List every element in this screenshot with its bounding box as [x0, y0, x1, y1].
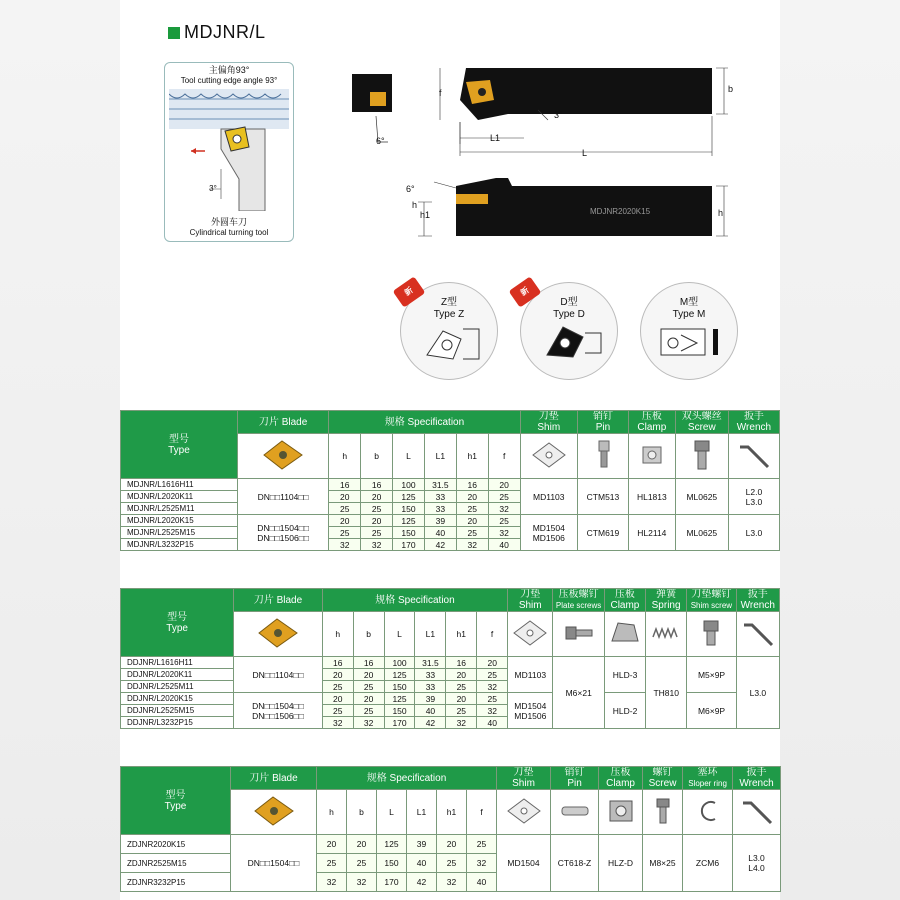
- spec-cell: 25: [488, 491, 520, 503]
- mdjnr-spec-table: [120, 410, 780, 479]
- t1-spec-b: b: [361, 434, 393, 479]
- zdjnr-rows: [120, 834, 781, 892]
- t3-shim-header: 刀垫 Shim: [497, 767, 551, 790]
- zdjnr-spec-table: [120, 766, 781, 835]
- type-m-cn: M型: [679, 297, 699, 308]
- spec-cell: 20: [456, 491, 488, 503]
- table-row: [121, 515, 780, 527]
- spec-cell: 33: [415, 669, 446, 681]
- spring-cell: TH810: [646, 657, 687, 729]
- spec-cell: 20: [322, 669, 353, 681]
- spec-cell: 42: [415, 717, 446, 729]
- spec-cell: 40: [407, 854, 437, 873]
- model-cell: DDJNR/L2020K11: [121, 669, 234, 681]
- wrench-cell: L3.0: [736, 657, 779, 729]
- plate-screw-cell: M6×21: [553, 657, 604, 729]
- spec-cell: 25: [456, 527, 488, 539]
- t3-pin-img: [551, 790, 599, 835]
- pin-cell: CT618-Z: [551, 835, 599, 892]
- spec-cell: 20: [477, 657, 508, 669]
- screw-cell: ML0625: [675, 479, 728, 515]
- model-cell: DDJNR/L2525M11: [121, 681, 234, 693]
- t2-spring-img: [646, 612, 687, 657]
- spec-cell: 32: [488, 527, 520, 539]
- table-row: [121, 657, 780, 669]
- type-m-en: Type M: [672, 309, 706, 320]
- screw-cell: M8×25: [643, 835, 683, 892]
- t2-shim-screw-header: 刀垫螺钉 Shim screw: [687, 589, 736, 612]
- spec-cell: 20: [361, 491, 393, 503]
- t1-spec-f: f: [488, 434, 520, 479]
- dim-h1: h1: [420, 210, 431, 220]
- t1-spec-h: h: [329, 434, 361, 479]
- t2-blade-img: [234, 612, 323, 657]
- t2-spec-header: 规格 Specification: [322, 589, 507, 612]
- t3-shim-img: [497, 790, 551, 835]
- t2-spec-h1: h1: [446, 612, 477, 657]
- clamp-cell: HLD-3: [604, 657, 645, 693]
- blade-cell: DN□□1504□□ DN□□1506□□: [237, 515, 328, 551]
- model-cell: MDJNR/L2525M11: [121, 503, 238, 515]
- t1-type-header: 型号 Type: [121, 411, 238, 479]
- t2-wrench-img: [736, 612, 779, 657]
- blade-dn-icon: [251, 793, 297, 829]
- spec-cell: 25: [361, 503, 393, 515]
- blade-cell: DN□□1104□□: [234, 657, 323, 693]
- spec-cell: 39: [407, 835, 437, 854]
- t2-spec-L1: L1: [415, 612, 446, 657]
- t3-screw-header: 螺钉 Screw: [643, 767, 683, 790]
- spec-cell: 20: [317, 835, 347, 854]
- t1-clamp-img: [628, 434, 675, 479]
- type-m-icon: [657, 323, 725, 359]
- spec-cell: 125: [384, 693, 415, 705]
- blade-cell: DN□□1504□□: [231, 835, 317, 892]
- dim-b: b: [728, 84, 734, 94]
- right-margin: [780, 0, 900, 900]
- table-row: [121, 479, 780, 491]
- t1-pin-header: 销钉 Pin: [577, 411, 628, 434]
- t1-blade-header: 刀片 Blade: [237, 411, 328, 434]
- catalog-page: [120, 0, 780, 900]
- t1-shim-header: 刀垫 Shim: [520, 411, 577, 434]
- spec-cell: 20: [437, 835, 467, 854]
- clamp-icon: [637, 439, 667, 471]
- spec-cell: 25: [446, 705, 477, 717]
- spec-cell: 16: [446, 657, 477, 669]
- ddjnr-rows: [120, 656, 780, 729]
- spec-cell: 170: [384, 717, 415, 729]
- toolholder-drawing: [348, 60, 768, 250]
- spec-cell: 32: [456, 539, 488, 551]
- spec-cell: 20: [347, 835, 377, 854]
- spec-cell: 32: [488, 503, 520, 515]
- angle-3: 3°: [554, 110, 563, 120]
- spring-icon: [649, 617, 683, 649]
- model-cell: MDJNR/L3232P15: [121, 539, 238, 551]
- spec-cell: 25: [329, 527, 361, 539]
- spec-cell: 150: [393, 527, 425, 539]
- spec-cell: 20: [361, 515, 393, 527]
- blade-cell: DN□□1104□□: [237, 479, 328, 515]
- t3-wrench-header: 扳手 Wrench: [733, 767, 781, 790]
- angle-6-side: 6°: [406, 184, 415, 194]
- t3-sloper-header: 塞环 Sloper ring: [683, 767, 733, 790]
- wrench-icon: [739, 795, 775, 827]
- pin-cell: CTM619: [577, 515, 628, 551]
- spec-cell: 39: [424, 515, 456, 527]
- spec-cell: 25: [317, 854, 347, 873]
- cylindrical-turning-inset: [164, 62, 294, 242]
- t1-clamp-header: 压板 Clamp: [628, 411, 675, 434]
- t3-clamp-header: 压板 Clamp: [599, 767, 643, 790]
- spec-cell: 32: [477, 705, 508, 717]
- spec-cell: 100: [384, 657, 415, 669]
- spec-cell: 32: [353, 717, 384, 729]
- model-cell: MDJNR/L2020K11: [121, 491, 238, 503]
- spec-cell: 100: [393, 479, 425, 491]
- blade-dn-icon: [260, 437, 306, 473]
- shim-icon: [504, 795, 544, 827]
- spec-cell: 32: [322, 717, 353, 729]
- t3-spec-header: 规格 Specification: [317, 767, 497, 790]
- t2-plate-screw-header: 压板螺钉 Plate screws: [553, 589, 604, 612]
- wrench-icon: [736, 439, 772, 471]
- t1-pin-img: [577, 434, 628, 479]
- spec-cell: 16: [456, 479, 488, 491]
- ddjnr-spec-table: [120, 588, 780, 657]
- clamp-cell: HL2114: [628, 515, 675, 551]
- shim-cell: MD1504 MD1506: [520, 515, 577, 551]
- new-badge-z: 新: [393, 276, 426, 307]
- t2-clamp-header: 压板 Clamp: [604, 589, 645, 612]
- title-marker-icon: [168, 27, 180, 39]
- model-cell: DDJNR/L1616H11: [121, 657, 234, 669]
- spec-cell: 16: [329, 479, 361, 491]
- inset-angle-3: 3°: [209, 184, 217, 193]
- clamp-icon: [604, 795, 638, 827]
- shim-cell: MD1504 MD1506: [508, 693, 553, 729]
- t3-type-header: 型号 Type: [121, 767, 231, 835]
- spec-cell: 31.5: [424, 479, 456, 491]
- spec-cell: 25: [488, 515, 520, 527]
- t2-plate-screw-img: [553, 612, 604, 657]
- spec-cell: 40: [415, 705, 446, 717]
- inset-bottom-en: Cylindrical turning tool: [189, 228, 269, 237]
- spec-cell: 32: [317, 873, 347, 892]
- spec-cell: 25: [456, 503, 488, 515]
- screw-icon: [687, 439, 717, 471]
- spec-cell: 25: [477, 693, 508, 705]
- spec-cell: 32: [477, 681, 508, 693]
- t3-spec-b: b: [347, 790, 377, 835]
- shim-cell: MD1103: [508, 657, 553, 693]
- t2-shim-header: 刀垫 Shim: [508, 589, 553, 612]
- spec-cell: 40: [467, 873, 497, 892]
- shim-cell: MD1504: [497, 835, 551, 892]
- t2-shim-img: [508, 612, 553, 657]
- inset-top-en: Tool cutting edge angle 93°: [180, 76, 278, 85]
- type-d-icon: [543, 323, 603, 359]
- t2-clamp-img: [604, 612, 645, 657]
- t2-blade-header: 刀片 Blade: [234, 589, 323, 612]
- spec-cell: 16: [322, 657, 353, 669]
- model-cell: ZDJNR3232P15: [121, 873, 231, 892]
- blade-dn-icon: [255, 615, 301, 651]
- dim-L1: L1: [490, 133, 501, 143]
- new-badge-d: 新: [509, 276, 542, 307]
- screw-icon: [648, 795, 678, 827]
- model-cell: DDJNR/L2525M15: [121, 705, 234, 717]
- clamp-cell: HL1813: [628, 479, 675, 515]
- plate-screw-icon: [562, 617, 596, 649]
- wrench-cell: L2.0 L3.0: [728, 479, 779, 515]
- spec-cell: 25: [361, 527, 393, 539]
- dim-f: f: [439, 88, 442, 98]
- turning-diagram-icon: [169, 89, 289, 211]
- t3-spec-h: h: [317, 790, 347, 835]
- type-d-en: Type D: [553, 309, 585, 320]
- spec-cell: 25: [437, 854, 467, 873]
- page-title-text: MDJNR/L: [184, 22, 266, 42]
- spec-cell: 20: [329, 491, 361, 503]
- t1-shim-img: [520, 434, 577, 479]
- clamp-cell: HLZ-D: [599, 835, 643, 892]
- t3-spec-L: L: [377, 790, 407, 835]
- t3-spec-f: f: [467, 790, 497, 835]
- spec-cell: 125: [384, 669, 415, 681]
- spec-cell: 170: [377, 873, 407, 892]
- type-z-en: Type Z: [433, 309, 465, 320]
- t2-spec-h: h: [322, 612, 353, 657]
- t2-spec-b: b: [353, 612, 384, 657]
- t3-sloper-img: [683, 790, 733, 835]
- type-z-cn: Z型: [440, 297, 458, 308]
- spec-cell: 25: [353, 681, 384, 693]
- mdjnr-rows: [120, 478, 780, 551]
- t1-spec-L1: L1: [424, 434, 456, 479]
- holder-engraving: MDJNR2020K15: [590, 207, 651, 216]
- spec-cell: 20: [446, 669, 477, 681]
- blade-cell: DN□□1504□□ DN□□1506□□: [234, 693, 323, 729]
- dim-L: L: [582, 148, 588, 158]
- wrench-icon: [740, 617, 776, 649]
- model-cell: MDJNR/L1616H11: [121, 479, 238, 491]
- t2-shim-screw-img: [687, 612, 736, 657]
- shim-screw-cell: M5×9P: [687, 657, 736, 693]
- spec-cell: 33: [424, 491, 456, 503]
- spec-cell: 40: [477, 717, 508, 729]
- table-row: [121, 835, 781, 854]
- spec-cell: 20: [446, 693, 477, 705]
- spec-cell: 20: [456, 515, 488, 527]
- spec-cell: 25: [347, 854, 377, 873]
- spec-cell: 125: [377, 835, 407, 854]
- type-z-icon: [425, 325, 481, 361]
- spec-cell: 170: [393, 539, 425, 551]
- t1-wrench-img: [728, 434, 779, 479]
- spec-cell: 40: [424, 527, 456, 539]
- model-cell: MDJNR/L2525M15: [121, 527, 238, 539]
- clamp-icon: [608, 617, 642, 649]
- type-d-cn: D型: [560, 297, 578, 308]
- t3-spec-L1: L1: [407, 790, 437, 835]
- spec-cell: 20: [353, 669, 384, 681]
- shim-cell: MD1103: [520, 479, 577, 515]
- model-cell: DDJNR/L2020K15: [121, 693, 234, 705]
- spec-cell: 32: [347, 873, 377, 892]
- spec-cell: 150: [377, 854, 407, 873]
- spec-cell: 25: [322, 705, 353, 717]
- spec-cell: 42: [424, 539, 456, 551]
- spec-cell: 16: [361, 479, 393, 491]
- spec-cell: 39: [415, 693, 446, 705]
- t1-blade-img: [237, 434, 328, 479]
- spec-cell: 25: [353, 705, 384, 717]
- pin-icon: [558, 795, 592, 827]
- left-margin: [0, 0, 120, 900]
- spec-cell: 42: [407, 873, 437, 892]
- page-title: [168, 22, 266, 43]
- spec-cell: 20: [488, 479, 520, 491]
- pin-cell: CTM513: [577, 479, 628, 515]
- t3-pin-header: 销钉 Pin: [551, 767, 599, 790]
- spec-cell: 125: [393, 515, 425, 527]
- sloper-ring-icon: [693, 795, 723, 827]
- sloper-cell: ZCM6: [683, 835, 733, 892]
- spec-cell: 125: [393, 491, 425, 503]
- t3-spec-h1: h1: [437, 790, 467, 835]
- t3-blade-img: [231, 790, 317, 835]
- t1-spec-h1: h1: [456, 434, 488, 479]
- spec-cell: 20: [329, 515, 361, 527]
- shim-screw-icon: [696, 617, 726, 649]
- t1-spec-header: 规格 Specification: [329, 411, 520, 434]
- type-m-circle: [640, 282, 738, 380]
- inset-top-cn: 主偏角93°: [208, 65, 250, 75]
- t1-screw-img: [675, 434, 728, 479]
- t3-screw-img: [643, 790, 683, 835]
- t3-clamp-img: [599, 790, 643, 835]
- spec-cell: 33: [424, 503, 456, 515]
- wrench-cell: L3.0: [728, 515, 779, 551]
- t3-wrench-img: [733, 790, 781, 835]
- spec-cell: 25: [322, 681, 353, 693]
- t2-wrench-header: 扳手 Wrench: [736, 589, 779, 612]
- spec-cell: 32: [467, 854, 497, 873]
- spec-cell: 31.5: [415, 657, 446, 669]
- inset-bottom-cn: 外圆车刀: [210, 217, 247, 227]
- spec-cell: 40: [488, 539, 520, 551]
- wrench-cell: L3.0 L4.0: [733, 835, 781, 892]
- pin-icon: [588, 439, 618, 471]
- dim-h-right: h: [718, 208, 724, 218]
- spec-cell: 32: [329, 539, 361, 551]
- dim-h: h: [412, 200, 418, 210]
- t2-type-header: 型号 Type: [121, 589, 234, 657]
- spec-cell: 25: [329, 503, 361, 515]
- model-cell: DDJNR/L3232P15: [121, 717, 234, 729]
- spec-cell: 20: [353, 693, 384, 705]
- spec-cell: 32: [446, 717, 477, 729]
- screw-cell: ML0625: [675, 515, 728, 551]
- spec-cell: 25: [446, 681, 477, 693]
- angle-6-top: 6°: [376, 136, 385, 146]
- t3-blade-header: 刀片 Blade: [231, 767, 317, 790]
- t1-screw-header: 双头螺丝 Screw: [675, 411, 728, 434]
- t1-wrench-header: 扳手 Wrench: [728, 411, 779, 434]
- spec-cell: 32: [437, 873, 467, 892]
- t1-spec-L: L: [393, 434, 425, 479]
- spec-cell: 150: [384, 681, 415, 693]
- t2-spec-L: L: [384, 612, 415, 657]
- clamp-cell: HLD-2: [604, 693, 645, 729]
- spec-cell: 32: [361, 539, 393, 551]
- spec-cell: 33: [415, 681, 446, 693]
- model-cell: ZDJNR2020K15: [121, 835, 231, 854]
- t2-spec-f: f: [477, 612, 508, 657]
- spec-cell: 25: [477, 669, 508, 681]
- t2-spring-header: 弹簧 Spring: [646, 589, 687, 612]
- spec-cell: 25: [467, 835, 497, 854]
- model-cell: MDJNR/L2020K15: [121, 515, 238, 527]
- spec-cell: 150: [384, 705, 415, 717]
- spec-cell: 150: [393, 503, 425, 515]
- spec-cell: 16: [353, 657, 384, 669]
- model-cell: ZDJNR2525M15: [121, 854, 231, 873]
- shim-icon: [510, 617, 550, 649]
- shim-icon: [529, 439, 569, 471]
- shim-screw-cell: M6×9P: [687, 693, 736, 729]
- spec-cell: 20: [322, 693, 353, 705]
